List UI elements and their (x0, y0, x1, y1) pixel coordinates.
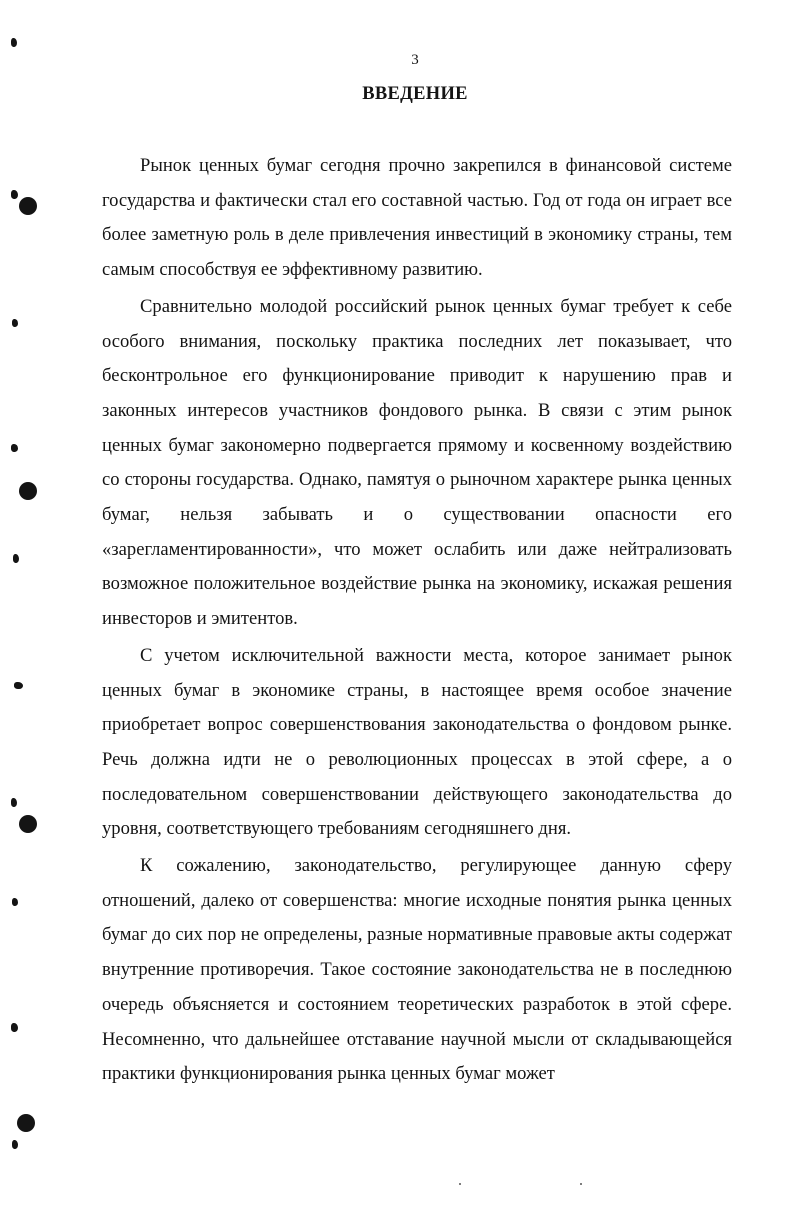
scan-mark (11, 444, 18, 452)
scan-mark (11, 38, 17, 47)
scan-speck (459, 1183, 461, 1185)
paragraph: К сожалению, законодательство, регулирующее данную сферу отношений, далеко от совершенства: многие исходные понятия рынка ценных бумаг до сих пор не определены, разные нормативные правовые акты содержат внутренние противоречия. Такое состояние законодательства не в последнюю очередь объясняется и состоянием теоретических разработок в этой сфере. Несомненно, что дальнейшее отставание научной мысли от складывающейся практики функционирования рынка ценных бумаг может (102, 855, 732, 1085)
scan-mark (12, 319, 18, 327)
body-text (102, 149, 732, 1092)
punch-hole (19, 815, 37, 833)
section-title: ВВЕДЕНИЕ (362, 84, 468, 104)
scan-speck (580, 1183, 582, 1185)
paragraph: Сравнительно молодой российский рынок ценных бумаг требует к себе особого внимания, поскольку практика последних лет показывает, что бесконтрольное его функционирование приводит к нарушению прав и законных интересов участников фондового рынка. В связи с этим рынок ценных бумаг закономерно подвергается прямому и косвенному воздействию со стороны государства. Однако, памятуя о рыночном характере рынка ценных бумаг, нельзя забывать и о существовании опасности его «зарегламентированности», что может ослабить или даже нейтрализовать возможное положительное воздействие рынка на экономику, искажая решения инвесторов и эмитентов. (102, 295, 732, 630)
scan-mark (12, 1140, 18, 1149)
scan-mark (13, 554, 19, 563)
scan-mark (14, 682, 23, 689)
scan-mark (12, 898, 18, 906)
scan-mark (11, 798, 17, 807)
paragraph: Рынок ценных бумаг сегодня прочно закрепился в финансовой системе государства и фактически стал его составной частью. Год от года он играет все более заметную роль в деле привлечения инвестиций в экономику страны, тем самым способствуя ее эффективному развитию. (102, 155, 732, 281)
scan-mark (11, 1023, 18, 1032)
paragraph: С учетом исключительной важности места, которое занимает рынок ценных бумаг в экономике страны, в настоящее время особое значение приобретает вопрос совершенствования законодательства о фондовом рынке. Речь должна идти не о революционных процессах в этой сфере, а о последовательном совершенствовании действующего законодательства до уровня, соответствующего требованиям сегодняшнего дня. (102, 644, 732, 840)
scan-mark (11, 190, 18, 199)
punch-hole (19, 197, 37, 215)
punch-hole (17, 1114, 35, 1132)
page-number: 3 (411, 52, 419, 68)
punch-hole (19, 482, 37, 500)
